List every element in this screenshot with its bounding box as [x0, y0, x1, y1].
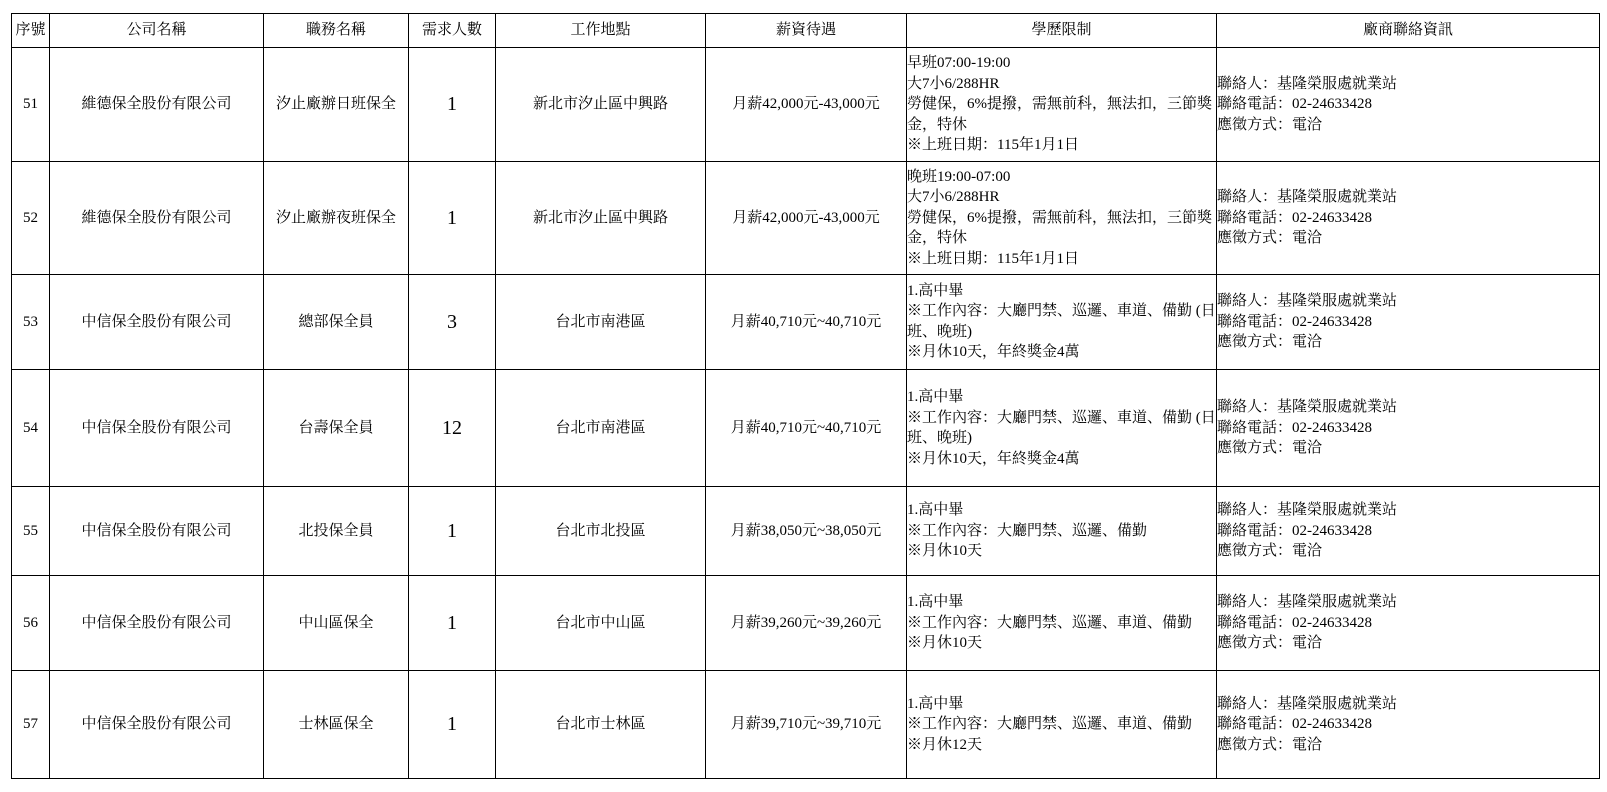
table-row	[12, 161, 1600, 274]
table-header	[12, 14, 1600, 48]
contact-person: 聯絡人：基隆榮服處就業站	[1217, 502, 1398, 519]
cell-headcount: 1	[409, 575, 496, 671]
requirement-line: ※月休12天	[907, 736, 983, 753]
requirement-line: ※月休10天	[907, 635, 983, 652]
table-row	[12, 671, 1600, 779]
requirement-line: ※工作內容：大廳門禁、巡邏、車道、備勤 (日班、晚班)	[907, 303, 1216, 340]
header-salary: 薪資待遇	[706, 14, 907, 48]
cell-location: 台北市南港區	[496, 274, 706, 370]
cell-seq: 52	[12, 161, 50, 274]
requirement-line: 早班07:00-19:00	[907, 55, 1011, 72]
cell-seq: 53	[12, 274, 50, 370]
cell-salary: 月薪38,050元~38,050元	[706, 487, 907, 575]
cell-position: 北投保全員	[264, 487, 409, 575]
contact-person: 聯絡人：基隆榮服處就業站	[1217, 594, 1398, 611]
contact-method: 應徵方式：電洽	[1217, 116, 1323, 133]
contact-phone: 聯絡電話：02-24633428	[1217, 614, 1372, 631]
contact-person: 聯絡人：基隆榮服處就業站	[1217, 75, 1398, 92]
header-location: 工作地點	[496, 14, 706, 48]
cell-contact	[1217, 575, 1600, 671]
contact-phone: 聯絡電話：02-24633428	[1217, 419, 1372, 436]
cell-company: 中信保全股份有限公司	[50, 671, 264, 779]
cell-salary: 月薪39,710元~39,710元	[706, 671, 907, 779]
requirement-line: 勞健保，6%提撥，需無前科，無法扣，三節獎金，特休	[907, 209, 1212, 247]
cell-position: 台壽保全員	[264, 370, 409, 487]
cell-position: 中山區保全	[264, 575, 409, 671]
cell-headcount: 1	[409, 671, 496, 779]
requirement-line: 大7小6/288HR	[907, 75, 1000, 92]
header-requirements: 學歷限制	[907, 14, 1217, 48]
cell-seq: 51	[12, 48, 50, 162]
contact-method: 應徵方式：電洽	[1217, 230, 1323, 247]
cell-location: 新北市汐止區中興路	[496, 48, 706, 162]
header-contact: 廠商聯絡資訊	[1217, 14, 1600, 48]
header-row	[12, 14, 1600, 48]
requirement-line: 晚班19:00-07:00	[907, 168, 1011, 185]
header-company: 公司名稱	[50, 14, 264, 48]
contact-person: 聯絡人：基隆榮服處就業站	[1217, 695, 1398, 712]
cell-position: 總部保全員	[264, 274, 409, 370]
cell-seq: 54	[12, 370, 50, 487]
table-row	[12, 274, 1600, 370]
cell-company: 中信保全股份有限公司	[50, 370, 264, 487]
requirement-line: ※月休10天	[907, 543, 983, 560]
cell-position: 汐止廠辦夜班保全	[264, 161, 409, 274]
contact-phone: 聯絡電話：02-24633428	[1217, 522, 1372, 539]
cell-seq: 56	[12, 575, 50, 671]
cell-contact	[1217, 48, 1600, 162]
job-listings-table	[11, 13, 1600, 779]
table-row	[12, 575, 1600, 671]
contact-method: 應徵方式：電洽	[1217, 334, 1323, 351]
cell-headcount: 3	[409, 274, 496, 370]
cell-company: 中信保全股份有限公司	[50, 274, 264, 370]
cell-company: 中信保全股份有限公司	[50, 575, 264, 671]
cell-contact	[1217, 370, 1600, 487]
cell-contact	[1217, 161, 1600, 274]
requirement-line: 1.高中畢	[907, 695, 964, 712]
requirement-line: ※上班日期：115年1月1日	[907, 137, 1079, 154]
cell-headcount: 1	[409, 48, 496, 162]
header-position: 職務名稱	[264, 14, 409, 48]
cell-seq: 55	[12, 487, 50, 575]
requirement-line: 1.高中畢	[907, 282, 964, 299]
contact-person: 聯絡人：基隆榮服處就業站	[1217, 293, 1398, 310]
table-row	[12, 487, 1600, 575]
cell-location: 台北市北投區	[496, 487, 706, 575]
cell-headcount: 1	[409, 487, 496, 575]
table-row	[12, 48, 1600, 162]
contact-phone: 聯絡電話：02-24633428	[1217, 209, 1372, 226]
cell-salary: 月薪42,000元-43,000元	[706, 161, 907, 274]
contact-person: 聯絡人：基隆榮服處就業站	[1217, 399, 1398, 416]
header-seq: 序號	[12, 14, 50, 48]
requirement-line: ※工作內容：大廳門禁、巡邏、車道、備勤 (日班、晚班)	[907, 409, 1216, 447]
cell-location: 台北市士林區	[496, 671, 706, 779]
cell-salary: 月薪42,000元-43,000元	[706, 48, 907, 162]
cell-seq: 57	[12, 671, 50, 779]
requirement-line: 大7小6/288HR	[907, 189, 1000, 206]
cell-salary: 月薪40,710元~40,710元	[706, 274, 907, 370]
requirement-line: ※月休10天，年終獎金4萬	[907, 450, 1080, 467]
cell-requirements	[907, 161, 1217, 274]
requirement-line: 1.高中畢	[907, 502, 964, 519]
cell-requirements	[907, 671, 1217, 779]
requirement-line: ※工作內容：大廳門禁、巡邏、車道、備勤	[907, 716, 1193, 733]
contact-phone: 聯絡電話：02-24633428	[1217, 716, 1372, 733]
cell-location: 新北市汐止區中興路	[496, 161, 706, 274]
cell-company: 中信保全股份有限公司	[50, 487, 264, 575]
requirement-line: ※月休10天，年終獎金4萬	[907, 344, 1080, 361]
cell-location: 台北市南港區	[496, 370, 706, 487]
contact-method: 應徵方式：電洽	[1217, 543, 1323, 560]
contact-method: 應徵方式：電洽	[1217, 736, 1323, 753]
cell-requirements	[907, 48, 1217, 162]
cell-requirements	[907, 274, 1217, 370]
cell-headcount: 12	[409, 370, 496, 487]
cell-contact	[1217, 487, 1600, 575]
contact-method: 應徵方式：電洽	[1217, 635, 1323, 652]
cell-salary: 月薪39,260元~39,260元	[706, 575, 907, 671]
cell-salary: 月薪40,710元~40,710元	[706, 370, 907, 487]
contact-method: 應徵方式：電洽	[1217, 440, 1323, 457]
cell-contact	[1217, 274, 1600, 370]
requirement-line: 勞健保，6%提撥，需無前科，無法扣，三節獎金，特休	[907, 96, 1212, 133]
requirement-line: ※工作內容：大廳門禁、巡邏、車道、備勤	[907, 614, 1193, 631]
cell-requirements	[907, 370, 1217, 487]
cell-location: 台北市中山區	[496, 575, 706, 671]
contact-person: 聯絡人：基隆榮服處就業站	[1217, 189, 1398, 206]
table-row	[12, 370, 1600, 487]
cell-position: 士林區保全	[264, 671, 409, 779]
cell-headcount: 1	[409, 161, 496, 274]
cell-contact	[1217, 671, 1600, 779]
contact-phone: 聯絡電話：02-24633428	[1217, 313, 1372, 330]
header-headcount: 需求人數	[409, 14, 496, 48]
table-body	[12, 48, 1600, 779]
requirement-line: ※工作內容：大廳門禁、巡邏、備勤	[907, 522, 1148, 539]
cell-requirements	[907, 487, 1217, 575]
contact-phone: 聯絡電話：02-24633428	[1217, 96, 1372, 113]
cell-company: 維德保全股份有限公司	[50, 161, 264, 274]
requirement-line: 1.高中畢	[907, 594, 964, 611]
requirement-line: ※上班日期：115年1月1日	[907, 250, 1079, 267]
cell-requirements	[907, 575, 1217, 671]
cell-position: 汐止廠辦日班保全	[264, 48, 409, 162]
cell-company: 維德保全股份有限公司	[50, 48, 264, 162]
requirement-line: 1.高中畢	[907, 389, 964, 406]
